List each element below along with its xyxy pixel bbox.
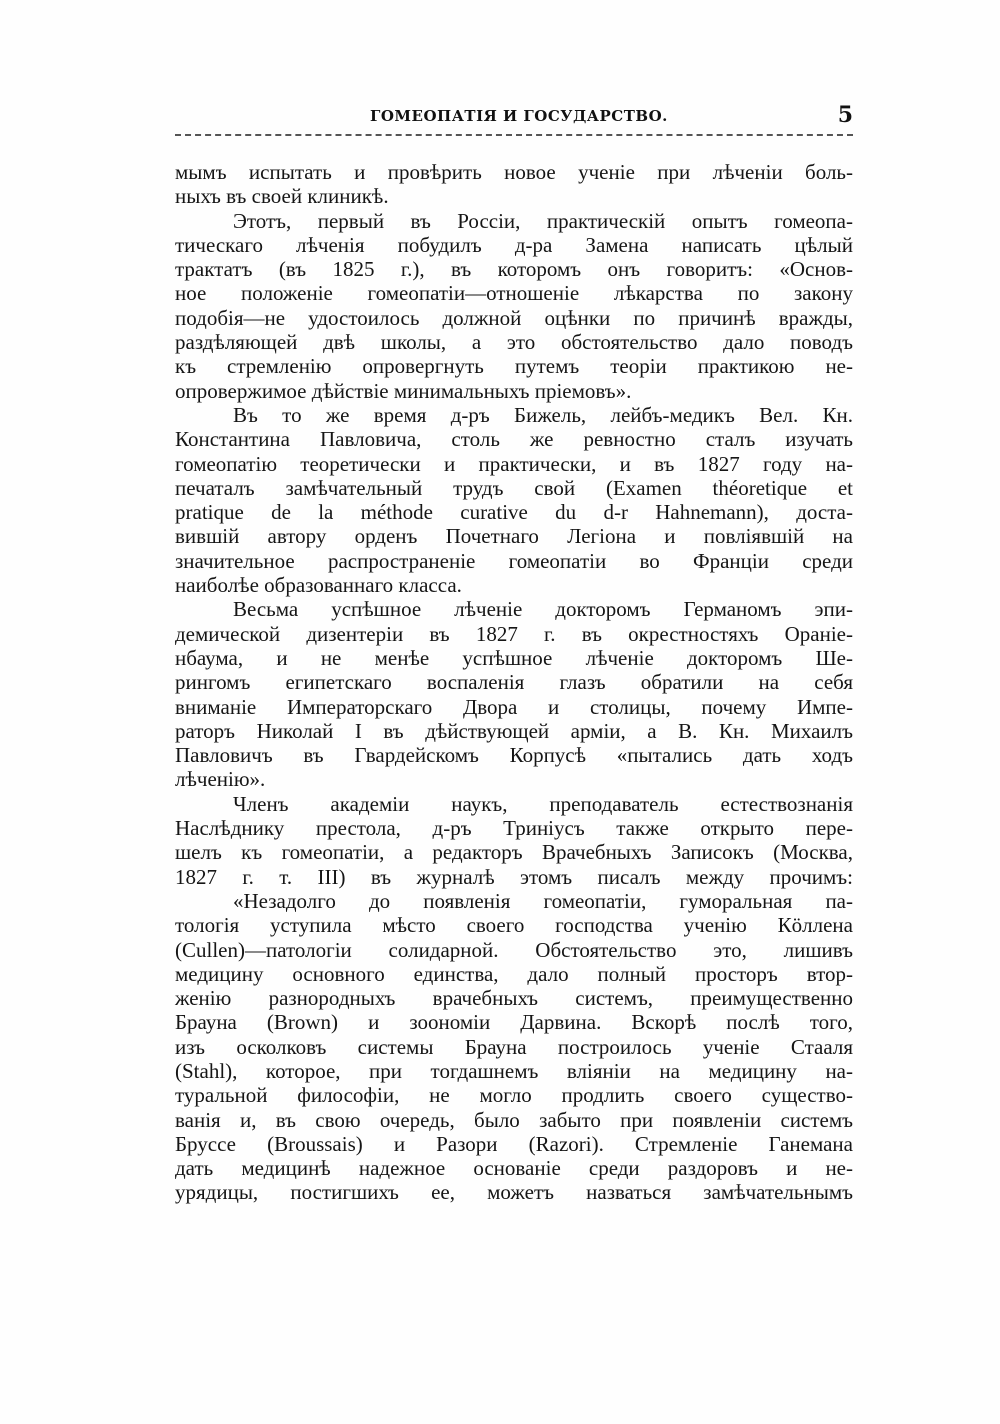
text-line: pratique de la méthode curative du d-r Hahnemann), доста- bbox=[175, 500, 853, 525]
text-line: Брауна (Brown) и зоономіи Дарвина. Вскорѣ послѣ того, bbox=[175, 1010, 853, 1035]
text-line: мымъ испытать и провѣрить новое ученіе при лѣченіи боль- bbox=[175, 160, 853, 184]
text-line: дать медицинѣ надежное основаніе среди раздоровъ и не- bbox=[175, 1156, 853, 1181]
text-line: тологія уступила мѣсто своего господства ученію Кöллена bbox=[175, 913, 853, 938]
text-line: Наслѣднику престола, д-ръ Триніусъ также открыто пере- bbox=[175, 816, 853, 841]
text-line: ныхъ въ своей клиникѣ. bbox=[175, 184, 389, 209]
text-line: изъ осколковъ системы Брауна построилось ученіе Стааля bbox=[175, 1034, 853, 1059]
text-line: Членъ академіи наукъ, преподаватель естествознанія bbox=[233, 791, 853, 816]
text-line: значительное распространеніе гомеопатіи во Франціи среди bbox=[175, 548, 853, 573]
text-line: вниманіе Императорскаго Двора и столицы, почему Импе- bbox=[175, 694, 853, 719]
text-line: медицину основного единства, дало полный просторъ втор- bbox=[175, 961, 853, 986]
text-line: рингомъ египетскаго воспаленія глазъ обратили на себя bbox=[175, 670, 853, 695]
text-line: къ стремленію опровергнуть путемъ теоріи практикою не- bbox=[175, 354, 853, 379]
text-line: женію разнородныхъ врачебныхъ системъ, преимущественно bbox=[175, 986, 853, 1011]
text-line: «Незадолго до появленія гомеопатіи, гуморальная па- bbox=[233, 888, 853, 913]
text-line: раторъ Николай I въ дѣйствующей арміи, а В. Кн. Михаилъ bbox=[175, 718, 853, 743]
text-line: нбаума, и не менѣе успѣшное лѣченіе докторомъ Ше- bbox=[175, 645, 853, 670]
text-line: шелъ къ гомеопатіи, а редакторъ Врачебныхъ Записокъ (Москва, bbox=[175, 840, 853, 865]
body-text bbox=[175, 160, 853, 1205]
text-line: туральной философіи, не могло продлить своего существо- bbox=[175, 1083, 853, 1108]
text-line: ное положеніе гомеопатіи—отношеніе лѣкарства по закону bbox=[175, 281, 853, 306]
text-line: Константина Павловича, столь же ревностно сталъ изучать bbox=[175, 427, 853, 452]
text-line: урядицы, постигшихъ ее, можетъ назваться замѣчательнымъ bbox=[175, 1180, 853, 1205]
text-line: трактатъ (въ 1825 г.), въ которомъ онъ говоритъ: «Основ- bbox=[175, 257, 853, 282]
text-line: подобія—не удостоилось должной оцѣнки по причинѣ вражды, bbox=[175, 305, 853, 330]
text-line: Павловичъ въ Гвардейскомъ Корпусѣ «пытались дать ходъ bbox=[175, 743, 853, 768]
text-line: вившій автору орденъ Почетнаго Легіона и повліявшій на bbox=[175, 524, 853, 549]
header-rule bbox=[175, 134, 853, 136]
text-line: (Cullen)—патологіи солидарной. Обстоятельство это, лишивъ bbox=[175, 937, 853, 962]
page-header bbox=[175, 104, 853, 134]
text-line: раздѣляющей двѣ школы, а это обстоятельство дало поводъ bbox=[175, 330, 853, 355]
text-line: демической дизентеріи въ 1827 г. въ окрестностяхъ Ораніе- bbox=[175, 621, 853, 646]
text-line: тическаго лѣченія побудилъ д-ра Замена написать цѣлый bbox=[175, 232, 853, 257]
text-line: ванія и, въ свою очередь, было забыто при появленіи системъ bbox=[175, 1107, 853, 1132]
text-line: опровержимое дѣйствіе минимальныхъ пріемовъ». bbox=[175, 378, 632, 403]
text-line: Весьма успѣшное лѣченіе докторомъ Германомъ эпи- bbox=[233, 597, 853, 622]
text-line: наиболѣе образованнаго класса. bbox=[175, 573, 462, 598]
text-line: Въ то же время д-ръ Бижель, лейбъ-медикъ Вел. Кн. bbox=[233, 402, 853, 427]
text-line: гомеопатію теоретически и практически, и въ 1827 году на- bbox=[175, 451, 853, 476]
text-line: 1827 г. т. III) въ журналѣ этомъ писалъ между прочимъ: bbox=[175, 864, 853, 889]
text-line: Бруссе (Broussais) и Разори (Razori). Стремленіе Ганемана bbox=[175, 1131, 853, 1156]
text-line: Этотъ, первый въ Россіи, практическій опытъ гомеопа- bbox=[233, 208, 853, 233]
text-line: лѣченію». bbox=[175, 767, 266, 792]
page-number: 5 bbox=[837, 102, 853, 128]
text-line: печаталъ замѣчательный трудъ свой (Examen théoretique et bbox=[175, 475, 853, 500]
running-title: ГОМЕОПАТІЯ И ГОСУДАРСТВО. bbox=[370, 107, 668, 125]
text-line: (Stahl), которое, при тогдашнемъ вліяніи на медицину на- bbox=[175, 1058, 853, 1083]
